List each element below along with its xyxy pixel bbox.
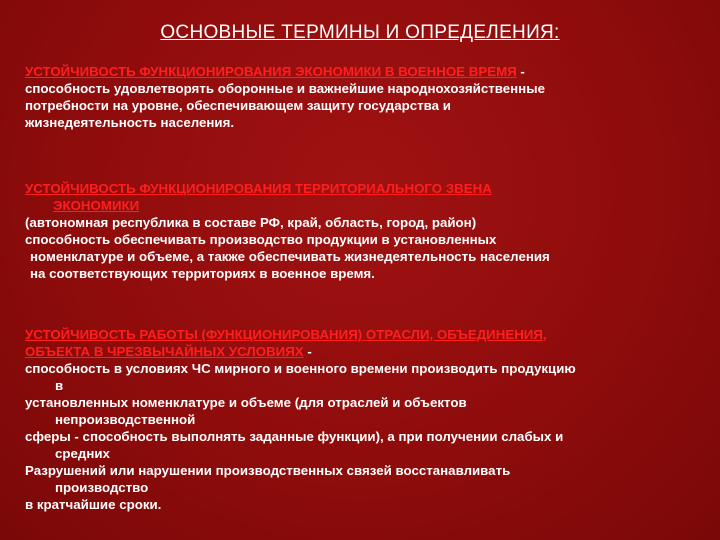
page-title: ОСНОВНЫЕ ТЕРМИНЫ И ОПРЕДЕЛЕНИЯ: (160, 22, 560, 43)
definition-text-line: средних (55, 446, 110, 461)
definition-text-line: в кратчайшие сроки. (25, 497, 162, 512)
definition-text-line: потребности на уровне, обеспечивающем защиту государства и (25, 98, 451, 113)
definition-text-line: способность в условиях ЧС мирного и военного времени производить продукцию (25, 361, 576, 376)
heading-dash: - (516, 64, 525, 79)
definition-text-line: производство (55, 480, 149, 495)
definition-text-line: (автономная республика в составе РФ, край, область, город, район) (25, 215, 477, 230)
definition-text-line: способность обеспечивать производство продукции в установленных (25, 232, 497, 247)
definition-text-line: номенклатуре и объеме, а также обеспечивать жизнедеятельность населения (30, 249, 550, 264)
definition-heading: УСТОЙЧИВОСТЬ ФУНКЦИОНИРОВАНИЯ ТЕРРИТОРИАЛЬНОГО ЗВЕНА (25, 181, 492, 196)
definition-text-line: на соответствующих территориях в военное время. (30, 266, 375, 281)
definition-text-line: непроизводственной (55, 412, 196, 427)
definition-text-line: в (55, 378, 64, 393)
definition-heading-continuation (25, 197, 710, 214)
definition-heading: УСТОЙЧИВОСТЬ РАБОТЫ (ФУНКЦИОНИРОВАНИЯ) ОТРАСЛИ, ОБЪЕДИНЕНИЯ, (25, 327, 547, 342)
definition-text-line: сферы - способность выполнять заданные функции), а при получении слабых и (25, 429, 564, 444)
definition-text-line: способность удовлетворять оборонные и важнейшие народнохозяйственные (25, 81, 545, 96)
definition-object-emergency (25, 326, 710, 513)
definition-text-line: установленных номенклатуре и объеме (для отраслей и объектов (25, 395, 467, 410)
heading-dash: - (303, 344, 312, 359)
definition-heading-part: ОБЪЕКТА В ЧРЕЗВЫЧАЙНЫХ УСЛОВИЯХ (25, 344, 304, 359)
definition-heading-row (25, 63, 710, 80)
definition-territorial-economy (25, 180, 710, 282)
definition-text-line: Разрушений или нарушении производственных связей восстанавливать (25, 463, 511, 478)
definition-text-line: жизнедеятельность населения. (25, 115, 235, 130)
definition-economy-wartime (25, 63, 710, 131)
definition-heading: УСТОЙЧИВОСТЬ ФУНКЦИОНИРОВАНИЯ ЭКОНОМИКИ В ВОЕННОЕ ВРЕМЯ (25, 64, 517, 79)
definition-heading-row (25, 343, 710, 360)
definition-heading-part: ЭКОНОМИКИ (53, 198, 140, 213)
